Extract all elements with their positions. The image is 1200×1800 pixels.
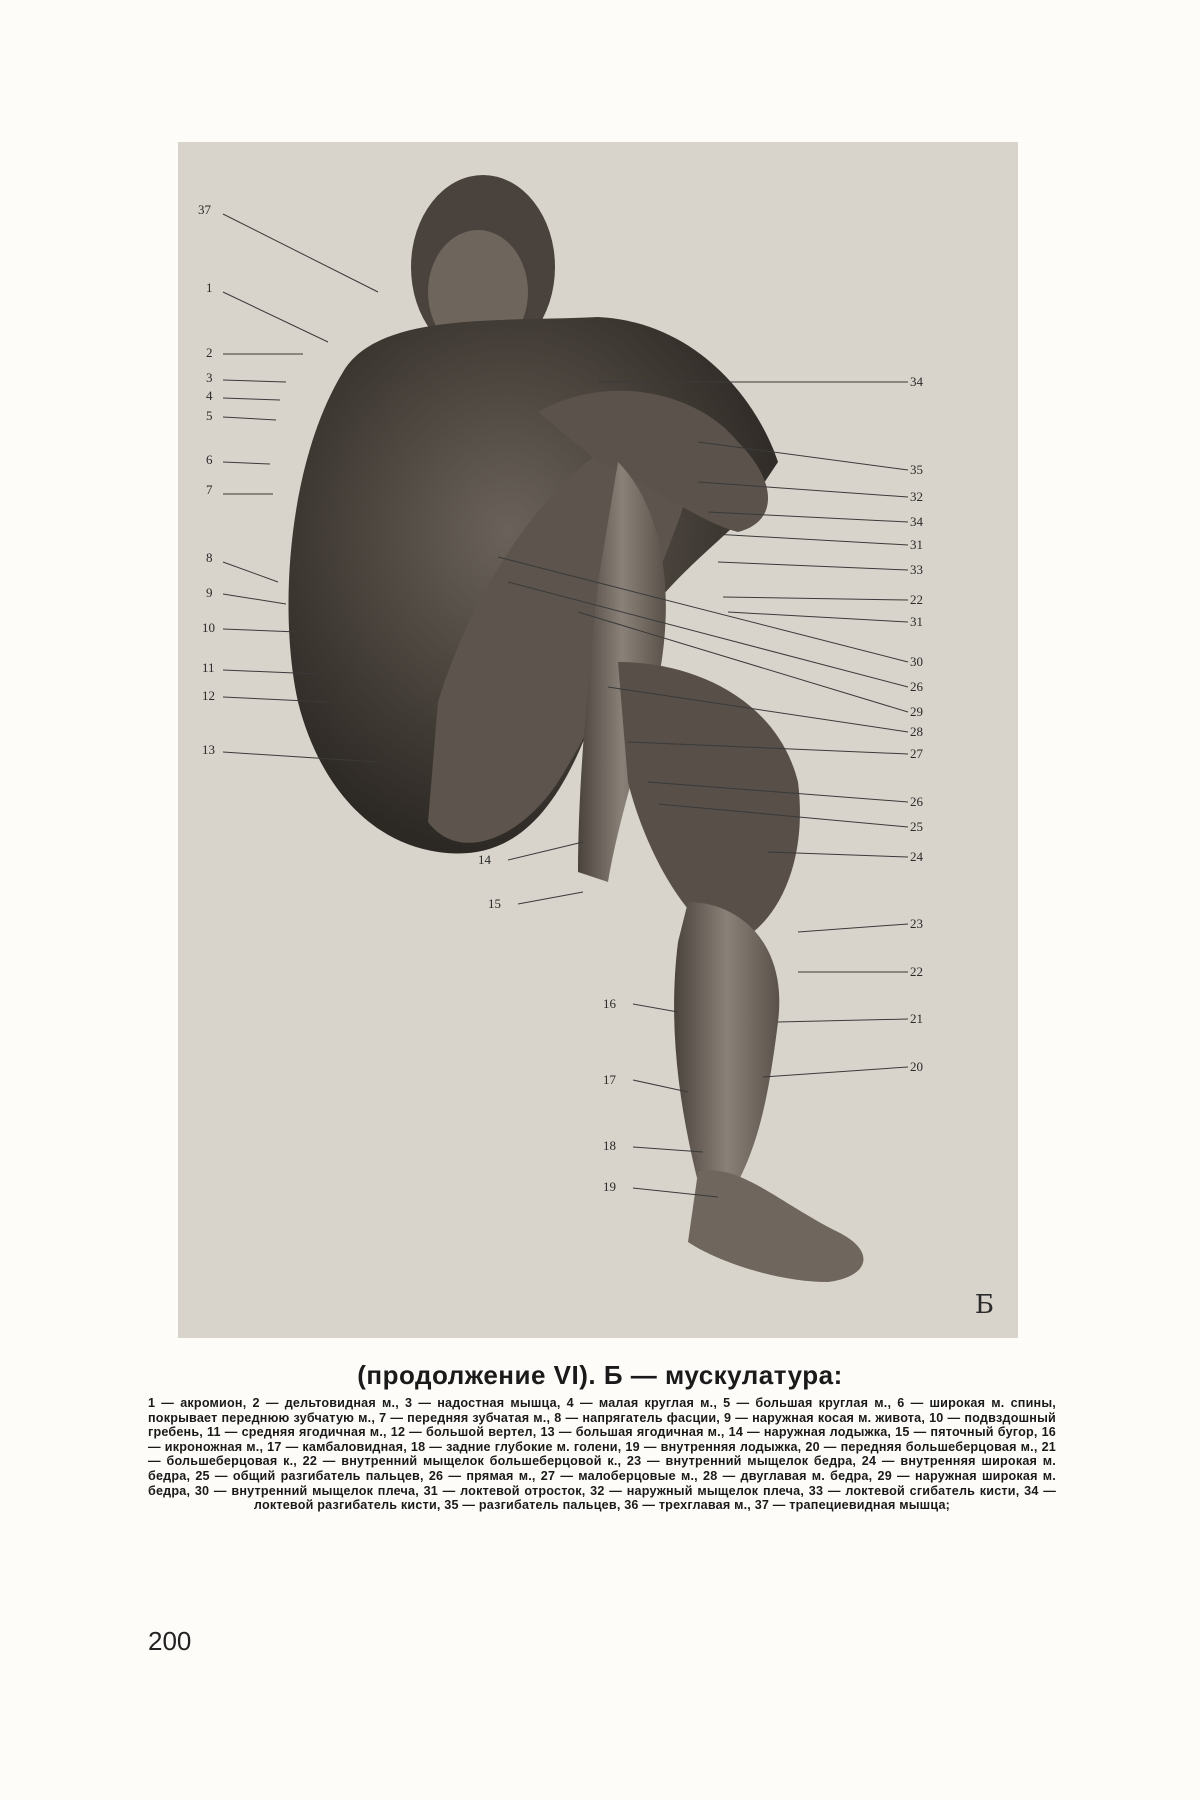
callout-label: 13 [202,742,215,757]
callout-label: 30 [910,654,923,669]
callout-label: 5 [206,408,213,423]
callout-label: 23 [910,916,923,931]
right-labels [910,374,924,1074]
callout-label: 34 [910,514,923,529]
foot-shape [688,1170,863,1282]
callout-label: 37 [198,202,211,217]
musculature-drawing [178,142,1018,1338]
callout-label: 15 [488,896,501,911]
callout-label: 14 [478,852,491,867]
callout-label: 16 [603,996,616,1011]
callout-label: 29 [910,704,923,719]
callout-label: 12 [202,688,215,703]
callout-label: 34 [910,374,923,389]
callout-label: 31 [910,614,923,629]
callout-label: 6 [206,452,213,467]
page-number: 200 [148,1626,192,1656]
callout-label: 19 [603,1179,616,1194]
callout-label: 17 [603,1072,616,1087]
callout-label: 10 [202,620,215,635]
callout-label: 26 [910,679,923,694]
callout-label: 3 [206,370,213,385]
callout-label: 28 [910,724,923,739]
caption-body: 1 — акромион, 2 — дельтовидная м., 3 — надостная мышца, 4 — малая круглая м., 5 — большая круглая м., 6 — широкая м. спины, покрывает переднюю зубчатую м., 7 — передняя зубчатая м., 8 — напрягатель фасции, 9 — наружная косая м. живота, 10 — подвздошный гребень, 11 — средняя ягодичная м., 12 — большой вертел, 13 — большая ягодичная м., 14 — наружная лодыжка, 15 — пяточный бугор, 16 — икроножная м., 17 — камбаловидная, 18 — задние глубокие м. голени, 19 — внутренняя лодыжка, 20 — передняя большеберцовая м., 21 — большеберцовая к., 22 — внутренний мыщелок большеберцовой к., 23 — внутренний мыщелок бедра, 24 — внутренняя широкая м. бедра, 25 — общий разгибатель пальцев, 26 — прямая м., 27 — малоберцовые м., 28 — двуглавая м. бедра, 29 — наружная широкая м. бедра, 30 — внутренний мыщелок плеча, 31 — локтевой отросток, 32 — наружный мыщелок плеча, 33 — локтевой сгибатель кисти, 34 — локтевой разгибатель кисти, 35 — разгибатель пальцев, 36 — трехглавая м., 37 — трапециевидная мышца; [148,1396,1056,1513]
callout-label: 24 [910,849,923,864]
callout-label: 9 [206,585,213,600]
callout-label: 33 [910,562,923,577]
callout-label: 31 [910,537,923,552]
callout-label: 32 [910,489,923,504]
lower-thigh-shape [618,662,800,942]
anatomical-figure [178,142,1018,1338]
shin-shape [674,902,779,1182]
callout-label: 27 [910,746,923,761]
callout-label: 22 [910,964,923,979]
callout-label: 18 [603,1138,616,1153]
callout-label: 1 [206,280,213,295]
callout-label: 20 [910,1059,923,1074]
plate-letter: Б [974,1290,994,1320]
callout-label: 25 [910,819,923,834]
callout-label: 4 [206,388,213,403]
callout-label: 7 [206,482,213,497]
caption-title: (продолжение VI). Б — мускулатура: [357,1360,843,1390]
callout-label: 8 [206,550,213,565]
callout-label: 26 [910,794,923,809]
callout-label: 11 [202,660,215,675]
callout-label: 35 [910,462,923,477]
callout-label: 21 [910,1011,923,1026]
callout-label: 22 [910,592,923,607]
callout-label: 2 [206,345,213,360]
